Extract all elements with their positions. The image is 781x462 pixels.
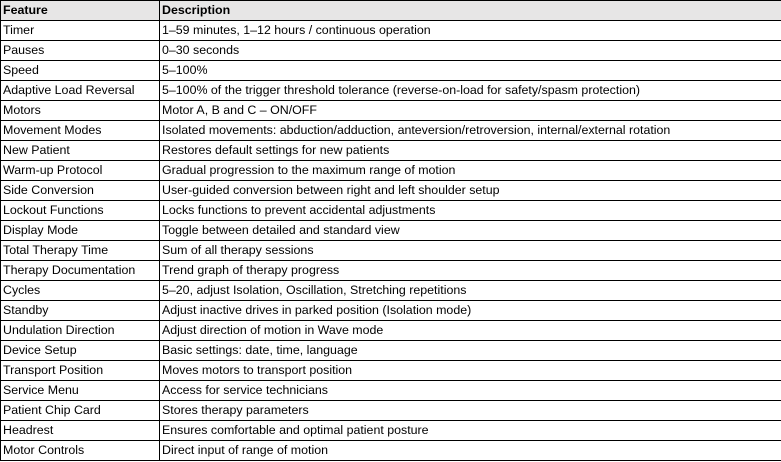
table-body [1,21,781,461]
table-row [1,421,781,441]
table-row [1,381,781,401]
feature-cell: Standby [1,301,160,321]
feature-cell: Service Menu [1,381,160,401]
table-row [1,41,781,61]
table-row [1,341,781,361]
feature-cell: Motors [1,101,160,121]
table-row [1,201,781,221]
table-row [1,181,781,201]
description-cell: 5–20, adjust Isolation, Oscillation, Stretching repetitions [160,281,781,301]
description-cell: Locks functions to prevent accidental adjustments [160,201,781,221]
description-cell: Motor A, B and C – ON/OFF [160,101,781,121]
feature-cell: Movement Modes [1,121,160,141]
table-row [1,241,781,261]
feature-cell: Side Conversion [1,181,160,201]
description-cell: Adjust inactive drives in parked position (Isolation mode) [160,301,781,321]
description-cell: 5–100% [160,61,781,81]
table-row [1,301,781,321]
table-row [1,221,781,241]
table-row [1,161,781,181]
table-row [1,441,781,461]
description-cell: 5–100% of the trigger threshold tolerance (reverse-on-load for safety/spasm protection) [160,81,781,101]
feature-cell: Speed [1,61,160,81]
description-cell: Sum of all therapy sessions [160,241,781,261]
description-cell: User-guided conversion between right and left shoulder setup [160,181,781,201]
description-cell: 0–30 seconds [160,41,781,61]
table-row [1,81,781,101]
feature-cell: Transport Position [1,361,160,381]
table-row [1,101,781,121]
description-cell: Trend graph of therapy progress [160,261,781,281]
feature-column-header: Feature [1,1,160,21]
feature-cell: Lockout Functions [1,201,160,221]
table-row [1,121,781,141]
table-header [1,1,781,21]
feature-cell: New Patient [1,141,160,161]
description-cell: Stores therapy parameters [160,401,781,421]
feature-cell: Adaptive Load Reversal [1,81,160,101]
description-column-header: Description [160,1,781,21]
description-cell: 1–59 minutes, 1–12 hours / continuous operation [160,21,781,41]
feature-cell: Motor Controls [1,441,160,461]
header-row [1,1,781,21]
feature-cell: Warm-up Protocol [1,161,160,181]
description-cell: Restores default settings for new patients [160,141,781,161]
table-row [1,61,781,81]
description-cell: Moves motors to transport position [160,361,781,381]
feature-cell: Undulation Direction [1,321,160,341]
table-row [1,401,781,421]
feature-cell: Patient Chip Card [1,401,160,421]
description-cell: Access for service technicians [160,381,781,401]
table-row [1,361,781,381]
table-row [1,281,781,301]
table-row [1,141,781,161]
feature-cell: Cycles [1,281,160,301]
description-cell: Toggle between detailed and standard view [160,221,781,241]
table-row [1,21,781,41]
feature-cell: Therapy Documentation [1,261,160,281]
feature-cell: Timer [1,21,160,41]
feature-cell: Display Mode [1,221,160,241]
table-row [1,321,781,341]
description-cell: Ensures comfortable and optimal patient posture [160,421,781,441]
description-cell: Isolated movements: abduction/adduction, anteversion/retroversion, internal/external rotation [160,121,781,141]
description-cell: Basic settings: date, time, language [160,341,781,361]
feature-cell: Headrest [1,421,160,441]
table-row [1,261,781,281]
description-cell: Adjust direction of motion in Wave mode [160,321,781,341]
description-cell: Gradual progression to the maximum range of motion [160,161,781,181]
feature-cell: Total Therapy Time [1,241,160,261]
feature-cell: Pauses [1,41,160,61]
feature-cell: Device Setup [1,341,160,361]
description-cell: Direct input of range of motion [160,441,781,461]
